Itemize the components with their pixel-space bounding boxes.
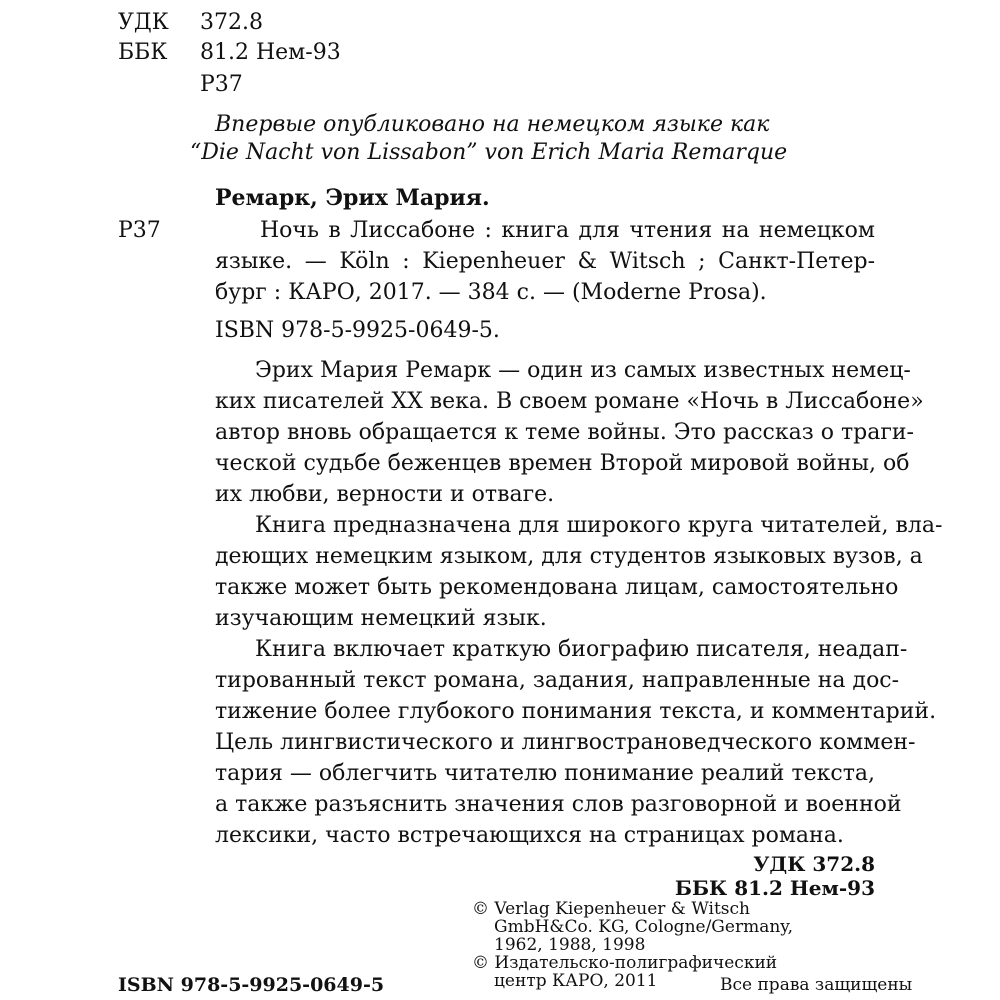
annotation-p1-line-1: Эрих Мария Ремарк — один из самых известных немец- [255,358,911,383]
annotation-p3-line-5: тария — облегчить читателю понимание реалий текста, [215,761,875,786]
rights-reserved: Все права защищены [720,975,913,995]
annotation-p3-line-2: тированный текст романа, задания, направленные на дос- [215,668,900,693]
footer-udk-code: УДК 372.8 [753,852,875,876]
bbk-value: 81.2 Нем-93 [200,40,341,65]
copyright-line-2: GmbH&Co. KG, Cologne/Germany, [494,917,794,937]
record-isbn: ISBN 978-5-9925-0649-5. [215,318,500,343]
copyright-line-4: © Издательско-полиграфический [472,953,778,973]
record-author: Ремарк, Эрих Мария. [215,185,490,211]
annotation-p2-line-2: деющих немецким языком, для студентов языковых вузов, а [215,544,923,569]
annotation-p2-line-4: изучающим немецкий язык. [215,606,547,631]
author-sign-header: Р37 [200,72,243,97]
annotation-p1-line-3: автор вновь обращается к теме войны. Это рассказ о траги- [215,420,914,445]
record-description-line-2: языке. — Köln : Kiepenheuer & Witsch ; Санкт-Петер- [215,249,875,274]
record-author-sign: Р37 [118,218,161,243]
copyright-line-3: 1962, 1988, 1998 [494,935,646,955]
udk-value: 372.8 [200,10,263,35]
copyright-line-5: центр КАРО, 2011 [494,971,658,991]
annotation-p1-line-2: ких писателей XX века. В своем романе «Ночь в Лиссабоне» [215,389,924,414]
record-description-line-3: бург : КАРО, 2017. — 384 с. — (Moderne Prosa). [215,280,767,305]
bbk-label: ББК [118,40,168,65]
first-published-line-2: “Die Nacht von Lissabon” von Erich Maria Remarque [190,140,788,165]
record-description-line-1: Ночь в Лиссабоне : книга для чтения на немецком [260,218,875,243]
annotation-p3-line-6: а также разъяснить значения слов разговорной и военной [215,792,902,817]
annotation-p1-line-5: их любви, верности и отваге. [215,482,555,507]
bottom-isbn: ISBN 978-5-9925-0649-5 [118,974,385,996]
udk-label: УДК [118,10,169,35]
annotation-p3-line-3: тижение более глубокого понимания текста, и комментарий. [215,699,937,724]
footer-bbk-code: ББК 81.2 Нем-93 [674,876,875,900]
annotation-p3-line-7: лексики, часто встречающихся на страницах романа. [215,823,844,848]
annotation-p2-line-1: Книга предназначена для широкого круга читателей, вла- [255,513,943,538]
annotation-p1-line-4: ческой судьбе беженцев времен Второй мировой войны, об [215,451,910,476]
annotation-p2-line-3: также может быть рекомендована лицам, самостоятельно [215,575,899,600]
annotation-p3-line-1: Книга включает краткую биографию писателя, неадап- [255,637,908,662]
first-published-line-1: Впервые опубликовано на немецком языке как [215,112,770,137]
annotation-p3-line-4: Цель лингвистического и лингвострановедческого коммен- [215,730,916,755]
copyright-line-1: © Verlag Kiepenheuer & Witsch [472,899,750,919]
